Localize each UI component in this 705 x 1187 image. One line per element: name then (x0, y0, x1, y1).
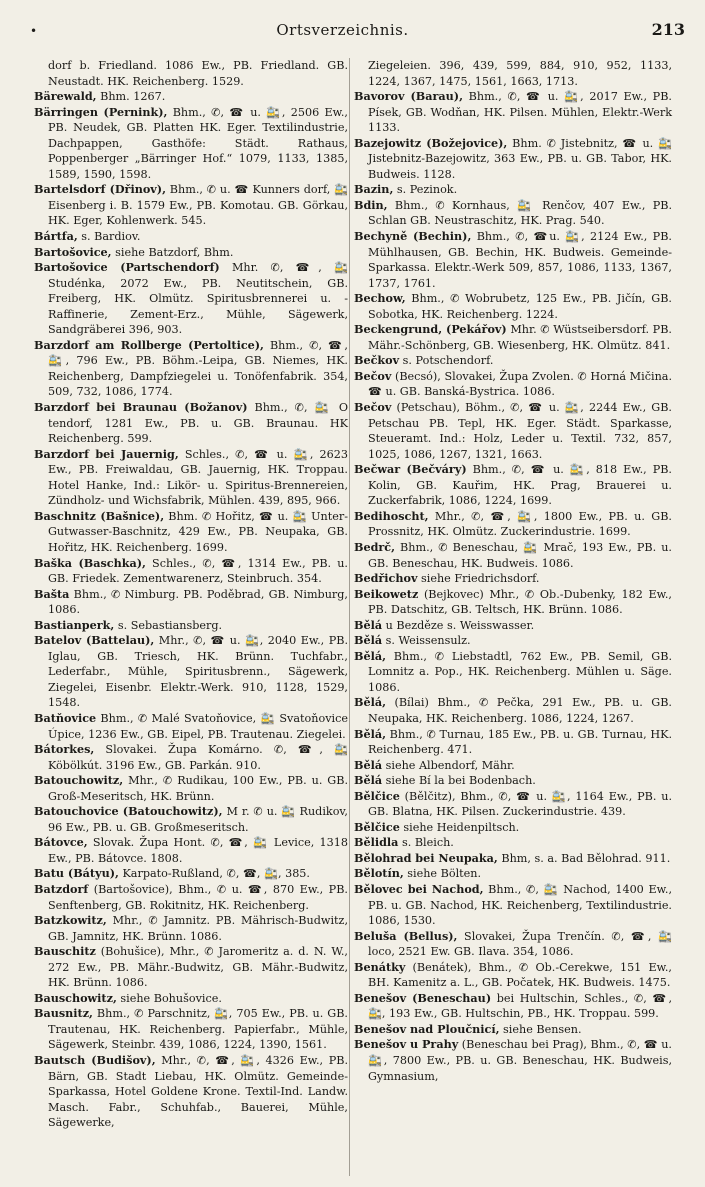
directory-entry (34, 835, 348, 866)
directory-entry (354, 400, 672, 462)
entry-text: Slovak. Župa Hont. ✆, ☎, 🚉 Levice, 1318 Ew., PB. Bátovce. 1808. (48, 836, 348, 865)
entry-text: Mhr., ✆, ☎, 🚉, 4326 Ew., PB. Bärn, GB. Stadt Liebau, HK. Olmütz. Gemeinde-Sparkassa, Hotel Goldene Krone. Textil-Ind. Landw. Masch. Fabr., Schuhfab., Bauerei, Mühle, Sägewerke, (48, 1054, 348, 1130)
entry-headword: Bazejowitz (Božejovice), (354, 135, 508, 150)
directory-entry (354, 89, 672, 136)
entry-text: Bhm., ✆ Liebstadtl, 762 Ew., PB. Semil, GB. Lomnitz a. Pop., HK. Reichenberg. Mühlen u. Säge. 1086. (368, 649, 672, 694)
entry-headword: Bauschitz (34, 944, 96, 959)
entry-text: Bhm., ✆, ☎u. 🚉, 2124 Ew., PB. Mühlhausen, GB. Bechin, HK. Budweis. Gemeinde-Sparkassa. Elektr.-Werk 509, 857, 1086, 1133, 1367, 1737, 1761. (368, 230, 672, 290)
entry-text: Bhm., ✆ Nimburg. PB. Poděbrad, GB. Nimburg, 1086. (48, 587, 348, 617)
directory-entry (34, 245, 348, 261)
entry-headword: Batzdorf (34, 881, 89, 896)
entry-headword: Bělotín, (354, 866, 404, 881)
directory-entry (34, 804, 348, 835)
directory-entry (354, 322, 672, 353)
entry-headword: Bělčice (354, 788, 400, 803)
page-title: Ortsverzeichnis. (276, 21, 409, 39)
directory-entry (34, 556, 348, 587)
left-column (34, 58, 348, 1131)
entry-headword: Baschnitz (Bašnice), (34, 508, 165, 523)
directory-entry (34, 1006, 348, 1053)
entry-headword: Bečov (354, 400, 392, 415)
directory-entry (354, 462, 672, 509)
directory-entry (34, 260, 348, 338)
directory-entry (354, 727, 672, 758)
entry-text: siehe Friedrichsdorf. (417, 572, 540, 586)
entry-headword: Barzdorf bei Jauernig, (34, 446, 179, 461)
entry-headword: Bělá (354, 773, 383, 788)
entry-text: siehe Bí la bei Bodenbach. (382, 774, 536, 788)
directory-entry (34, 742, 348, 773)
directory-entry (354, 58, 672, 89)
directory-entry (34, 991, 348, 1007)
entry-headword: Bautsch (Budišov), (34, 1053, 156, 1067)
entry-text: Mhr., ✆ Jamnitz. PB. Mährisch-Budwitz, GB. Jamnitz, HK. Brünn. 1086. (48, 914, 348, 943)
directory-entry (34, 882, 348, 913)
entry-text: Bhm. ✆ Jistebnitz, ☎ u. 🚉 Jistebnitz-Bazejowitz, 363 Ew., PB. u. GB. Tabor, HK. Budweis. 1128. (368, 136, 672, 181)
entry-text: Mhr., ✆, ☎ u. 🚉, 2040 Ew., PB. Iglau, GB. Triesch, HK. Brünn. Tuchfabr., Lederfabr., Mühle, Spiritusbrenn., Sägewerk, Ziegelei, Eisenbr. Elektr.-Werk. 910, 1128, 1529, 1548. (48, 634, 348, 710)
entry-headword: Bazin, (354, 182, 394, 197)
directory-entry (354, 773, 672, 789)
entry-headword: Bauschowitz, (34, 990, 117, 1005)
directory-entry (354, 789, 672, 820)
entry-headword: Bašta (34, 586, 70, 601)
entry-headword: Bělá, (354, 648, 386, 663)
directory-entry (34, 633, 348, 711)
entry-text: Bhm., ✆, 🚉 O tendorf, 1281 Ew., PB. u. GB. Braunau. HK Reichenberg. 599. (48, 401, 348, 446)
directory-entry (34, 89, 348, 105)
entry-text: Bhm., ✆ u. ☎ Kunners dorf, 🚉 Eisenberg i. B. 1579 Ew., PB. Komotau. GB. Görkau, HK. Eger, Kohlenwerk. 545. (48, 183, 348, 228)
directory-entry (34, 913, 348, 944)
entry-headword: Bärringen (Pernink), (34, 104, 168, 119)
entry-text: Bhm., ✆, ☎ u. 🚉, 2506 Ew., PB. Neudek, GB. Platten HK. Eger. Textilindustrie, Dachpappen, Gasthöfe: Städt. Rathaus, Poppenberger „Bärringer Hof.“ 1079, 1133, 1385, 1589, 1590, 1598. (48, 105, 348, 181)
entry-text: Schles., ✆, ☎ u. 🚉, 2623 Ew., PB. Freiwaldau, GB. Jauernig, HK. Troppau. Hotel Hanke, Ind.: Likör- u. Spiritus-Brennereien, Zündholz- und Wichsfabrik, Mühlen. 439, 895, 966. (48, 447, 348, 508)
directory-entry (354, 353, 672, 369)
entry-text: u Bezděze s. Weisswasser. (382, 618, 535, 632)
entry-headword: Benátky (354, 959, 406, 974)
entry-text: bei Hultschin, Schles., ✆, ☎, 🚉, 193 Ew., GB. Hultschin, PB., HK. Troppau. 599. (368, 991, 672, 1021)
directory-entry (354, 618, 672, 634)
directory-entry (34, 58, 348, 89)
directory-entry (354, 571, 672, 587)
entry-text: Bhm., ✆, 🚉 Nachod, 1400 Ew., PB. u. GB. Nachod, HK. Reichenberg, Textilindustrie. 1086, 1530. (368, 882, 672, 928)
entry-text: Slovakei. Župa Komárno. ✆, ☎, 🚉 Köbölkút. 3196 Ew., GB. Parkán. 910. (48, 743, 348, 772)
entry-headword: Batelov (Battelau), (34, 633, 155, 648)
directory-entry (354, 866, 672, 882)
entry-text: (Petschau), Böhm., ✆, ☎ u. 🚉, 2244 Ew., GB. Petschau PB. Tepl, HK. Eger. Städt. Sparkasse, Steueramt. Ind.: Holz, Leder u. Textil. 732, 857, 1025, 1086, 1267, 1321, 1663. (368, 401, 672, 461)
entry-text: s. Bleich. (398, 836, 454, 850)
entry-headword: Bausnitz, (34, 1006, 93, 1021)
directory-entry (354, 835, 672, 851)
entry-headword: Bdin, (354, 197, 388, 212)
entry-headword: Batouchovice (Batouchowitz), (34, 804, 223, 819)
entry-headword: Bělá, (354, 695, 386, 710)
entry-headword: Bělčice (354, 819, 400, 834)
entry-headword: Bělá, (354, 726, 386, 741)
entry-text: Bhm., ✆, ☎ u. 🚉, 2017 Ew., PB. Písek, GB. Wodňan, HK. Pilsen. Mühlen, Elektr.-Werk 1133. (368, 90, 672, 135)
entry-headword: Bělohrad bei Neupaka, (354, 850, 498, 865)
page-header (30, 20, 685, 42)
entry-headword: Bělidla (354, 835, 399, 850)
entry-headword: Benešov nad Ploučnicí, (354, 1021, 500, 1036)
directory-entry (354, 229, 672, 291)
directory-entry (34, 447, 348, 509)
directory-entry (354, 758, 672, 774)
entry-headword: Batňovice (34, 710, 97, 725)
entry-text: (Beneschau bei Prag), Bhm., ✆, ☎ u. 🚉, 7800 Ew., PB. u. GB. Beneschau, HK. Budweis, Gymnasium, (368, 1038, 672, 1083)
entry-text: siehe Bensen. (499, 1022, 582, 1036)
entry-headword: Bartošovice (Partschendorf) (34, 260, 220, 275)
entry-headword: Bečov (354, 368, 392, 383)
directory-entry (34, 1053, 348, 1131)
directory-entry (34, 711, 348, 742)
directory-entry (354, 291, 672, 322)
directory-entry (354, 136, 672, 183)
entry-text: (Bílai) Bhm., ✆ Pečka, 291 Ew., PB. u. GB. Neupaka, HK. Reichenberg. 1086, 1224, 1267. (368, 696, 672, 725)
entry-text: siehe Heidenpiltsch. (399, 820, 520, 834)
entry-headword: Bedřichov (354, 571, 418, 586)
entry-headword: Batouchowitz, (34, 773, 124, 788)
directory-entry (354, 929, 672, 960)
entry-headword: Bastianperk, (34, 617, 115, 632)
entry-text: Bhm., ✆ Wobrubetz, 125 Ew., PB. Jičín, GB. Sobotka, HK. Reichenberg. 1224. (368, 292, 672, 321)
entry-headword: Bechyně (Bechin), (354, 229, 472, 244)
directory-entry (34, 587, 348, 618)
entry-text: (Bartošovice), Bhm., ✆ u. ☎, 870 Ew., PB. Senftenberg, GB. Rokitnitz, HK. Reichenberg. (48, 882, 348, 912)
entry-text: Bhm, s. a. Bad Bělohrad. 911. (497, 851, 671, 865)
entry-text: Mhr., ✆, ☎, 🚉, 1800 Ew., PB. u. GB. Prossnitz, HK. Olmütz. Zuckerindustrie. 1699. (368, 509, 672, 539)
entry-headword: Bechow, (354, 291, 406, 306)
entry-headword: Bělá (354, 757, 383, 772)
entry-headword: Beikowetz (354, 586, 419, 601)
entry-headword: Beckengrund, (Pekářov) (354, 322, 507, 337)
entry-text: (Bělčitz), Bhm., ✆, ☎ u. 🚉, 1164 Ew., PB. u. GB. Blatna, HK. Pilsen. Zuckerindustrie. 439. (368, 789, 672, 819)
entry-text: (Becsó), Slovakei, Župa Zvolen. ✆ Horná Mičina. ☎ u. GB. Banská-Bystrica. 1086. (368, 369, 672, 399)
directory-entry (34, 105, 348, 183)
directory-entry (34, 182, 348, 229)
entry-headword: Batzkowitz, (34, 913, 107, 928)
directory-entry (354, 1037, 672, 1084)
entry-headword: Beluša (Bellus), (354, 928, 458, 943)
entry-text: Bhm., ✆, ☎ u. 🚉, 818 Ew., PB. Kolin, GB. Kauřim, HK. Prag, Brauerei u. Zuckerfabrik, 1086, 1224, 1699. (368, 463, 672, 508)
column-divider (349, 58, 350, 1176)
entry-headword: Bartošovice, (34, 244, 112, 259)
entry-headword: Bělá (354, 633, 383, 648)
entry-headword: Bátorkes, (34, 742, 95, 757)
directory-entry (34, 229, 348, 245)
directory-entry (354, 198, 672, 229)
entry-text: Mhr. ✆ Wüstseibersdorf. PB. Mähr.-Schönberg, GB. Wiesenberg, HK. Olmütz. 841. (368, 323, 672, 352)
directory-entry (34, 866, 348, 882)
entry-text: (Benátek), Bhm., ✆ Ob.-Cerekwe, 151 Ew., BH. Kamenitz a. L., GB. Počatek, HK. Budweis. 1475. (368, 960, 672, 990)
entry-headword: Barzdorf am Rollberge (Pertoltice), (34, 337, 264, 352)
entry-text: Mhr., ✆ Rudikau, 100 Ew., PB. u. GB. Groß-Meseritsch, HK. Brünn. (48, 774, 348, 803)
entry-text: Bhm., ✆ Turnau, 185 Ew., PB. u. GB. Turnau, HK. Reichenberg. 471. (368, 727, 672, 757)
entry-text: Bhm., ✆ Kornhaus, 🚉 Renčov, 407 Ew., PB. Schlan GB. Neustraschitz, HK. Prag. 540. (368, 198, 672, 228)
entry-text: siehe Batzdorf, Bhm. (111, 245, 234, 259)
entry-headword: Bečkov (354, 353, 400, 368)
directory-entry (34, 400, 348, 447)
entry-text: Bhm. 1267. (96, 90, 166, 104)
entry-text: s. Weissensulz. (382, 634, 471, 648)
directory-entry (354, 695, 672, 726)
entry-text: (Bohušice), Mhr., ✆ Jaromeritz a. d. N. W., 272 Ew., PB. Mähr.-Budwitz, GB. Mähr.-Budwitz, HK. Brünn. 1086. (48, 945, 348, 990)
directory-entry (354, 649, 672, 696)
entry-text: s. Sebastiansberg. (114, 618, 223, 632)
entry-headword: Benešov u Prahy (354, 1037, 459, 1052)
entry-headword: Batu (Bátyu), (34, 866, 119, 881)
entry-text: siehe Albendorf, Mähr. (382, 758, 515, 772)
directory-entry (34, 944, 348, 991)
entry-text: Schles., ✆, ☎, 1314 Ew., PB. u. GB. Friedek. Zementwarenerz, Steinbruch. 354. (48, 556, 348, 586)
directory-entry (354, 509, 672, 540)
directory-entry (34, 509, 348, 556)
directory-entry (354, 851, 672, 867)
directory-entry (34, 773, 348, 804)
entry-text: Bhm., ✆ Parschnitz, 🚉, 705 Ew., PB. u. GB. Trautenau, HK. Reichenberg. Papierfabr., Mühle, Sägewerk, Steinbr. 439, 1086, 1224, 1390, 1561. (48, 1007, 348, 1052)
entry-text: Karpato-Rußland, ✆, ☎, 🚉, 385. (118, 867, 310, 881)
entry-text: siehe Bohušovice. (116, 991, 222, 1005)
entry-headword: Bavorov (Barau), (354, 89, 463, 104)
entry-text: (Bejkovec) Mhr., ✆ Ob.-Dubenky, 182 Ew., PB. Datschitz, GB. Teltsch, HK. Brünn. 1086. (368, 587, 672, 617)
directory-entry (354, 369, 672, 400)
directory-entry (354, 882, 672, 929)
entry-headword: Bělovec bei Nachod, (354, 881, 484, 896)
entry-headword: Benešov (Beneschau) (354, 990, 492, 1005)
directory-entry (34, 618, 348, 634)
entry-headword: Bečwar (Bečváry) (354, 462, 467, 477)
entry-text: Slovakei, Župa Trenčín. ✆, ☎, 🚉 loco, 2521 Ew. GB. Ilava. 354, 1086. (368, 929, 672, 959)
directory-entry (354, 633, 672, 649)
entry-headword: Bartelsdorf (Dřinov), (34, 182, 166, 197)
entry-headword: Bátovce, (34, 835, 88, 850)
entry-headword: Bärewald, (34, 89, 97, 104)
entry-text: M r. ✆ u. 🚉 Rudikov, 96 Ew., PB. u. GB. Großmeseritsch. (48, 805, 348, 834)
entry-headword: Barzdorf bei Braunau (Božanov) (34, 400, 248, 415)
entry-text: Bhm., ✆, ☎, 🚉, 796 Ew., PB. Böhm.-Leipa, GB. Niemes, HK. Reichenberg, Dampfziegelei u. Tonöfenfabrik. 354, 509, 732, 1086, 1774. (48, 338, 348, 399)
entry-text: s. Pezinok. (393, 183, 458, 197)
directory-entry (354, 960, 672, 991)
entry-text: Bhm., ✆ Beneschau, 🚉 Mrač, 193 Ew., PB. u. GB. Beneschau, HK. Budweis. 1086. (368, 540, 672, 570)
entry-text: siehe Bölten. (403, 867, 482, 881)
entry-headword: Baška (Baschka), (34, 555, 146, 570)
entry-text: s. Potschendorf. (399, 354, 494, 368)
directory-entry (354, 1022, 672, 1038)
entry-text: Mhr. ✆, ☎, 🚉 Studénka, 2072 Ew., PB. Neutitschein, GB. Freiberg, HK. Olmütz. Spiritusbrennerei u. -Raffinerie, Zement-Erz., Mühle, Sägewerk, Sandgräberei 396, 903. (48, 261, 348, 337)
directory-entry (354, 991, 672, 1022)
entry-headword: Bedihoscht, (354, 508, 429, 523)
right-column (354, 58, 672, 1084)
directory-entry (354, 182, 672, 198)
entry-text: Bhm. ✆ Hořitz, ☎ u. 🚉 Unter-Gutwasser-Baschnitz, 429 Ew., PB. Neupaka, GB. Hořitz, HK. Reichenberg. 1699. (48, 509, 348, 554)
entry-headword: Bělá (354, 617, 383, 632)
directory-entry (354, 587, 672, 618)
header-mark: • (30, 24, 38, 38)
directory-entry (34, 338, 348, 400)
entry-text: Bhm., ✆ Malé Svatoňovice, 🚉 Svatoňovice Úpice, 1236 Ew., GB. Eipel, PB. Trautenau. Ziegelei. (48, 711, 348, 741)
directory-entry (354, 820, 672, 836)
entry-headword: Bártfa, (34, 229, 78, 244)
entry-text: s. Bardiov. (77, 230, 141, 244)
entry-text: dorf b. Friedland. 1086 Ew., PB. Friedland. GB. Neustadt. HK. Reichenberg. 1529. (48, 59, 348, 88)
entry-text: Ziegeleien. 396, 439, 599, 884, 910, 952, 1133, 1224, 1367, 1475, 1561, 1663, 1713. (368, 59, 672, 88)
directory-entry (354, 540, 672, 571)
entry-headword: Bedrč, (354, 539, 395, 554)
page-number: 213 (651, 20, 685, 39)
